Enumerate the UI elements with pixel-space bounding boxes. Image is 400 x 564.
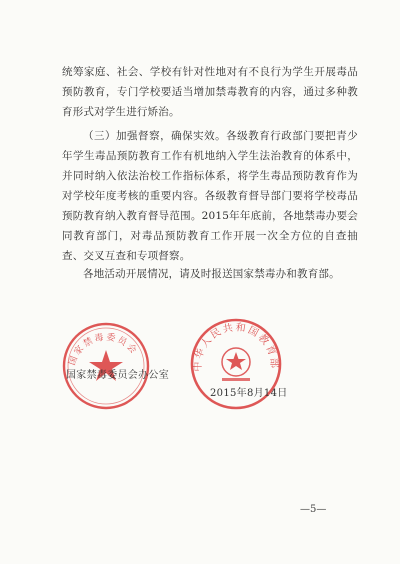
- svg-text:中华人民共和国教育部: 中华人民共和国教育部: [192, 322, 280, 372]
- page-number: —5—: [300, 504, 327, 515]
- signature-date: 2015年8月14日: [210, 388, 288, 399]
- paragraph-1: 统筹家庭、社会、学校有针对性地对有不良行为学生开展毒品预防教育，专门学校要适当增加禁毒教育的内容，通过多种教育形式对学生进行矫治。: [62, 66, 358, 118]
- svg-text:国家禁毒委员会: 国家禁毒委员会: [67, 332, 140, 367]
- signature-organization: 国家禁毒委员会办公室: [66, 370, 169, 381]
- paragraph-3: 各地活动开展情况，请及时报送国家禁毒办和教育部。: [83, 268, 340, 280]
- paragraph-2: （三）加强督察，确保实效。各级教育行政部门要把青少年学生毒品预防教育工作有机地纳入学生法治教育的体系中，并同时纳入依法治校工作指标体系，将学生毒品预防教育作为对学校年度考核的重要内容。各级教育督导部门要将学校毒品预防教育纳入教育督导范围。2015年年底前，各地禁毒办要会同教育部门，对毒品预防教育工作开展一次全方位的自查抽查、交叉互查和专项督察。: [62, 130, 358, 262]
